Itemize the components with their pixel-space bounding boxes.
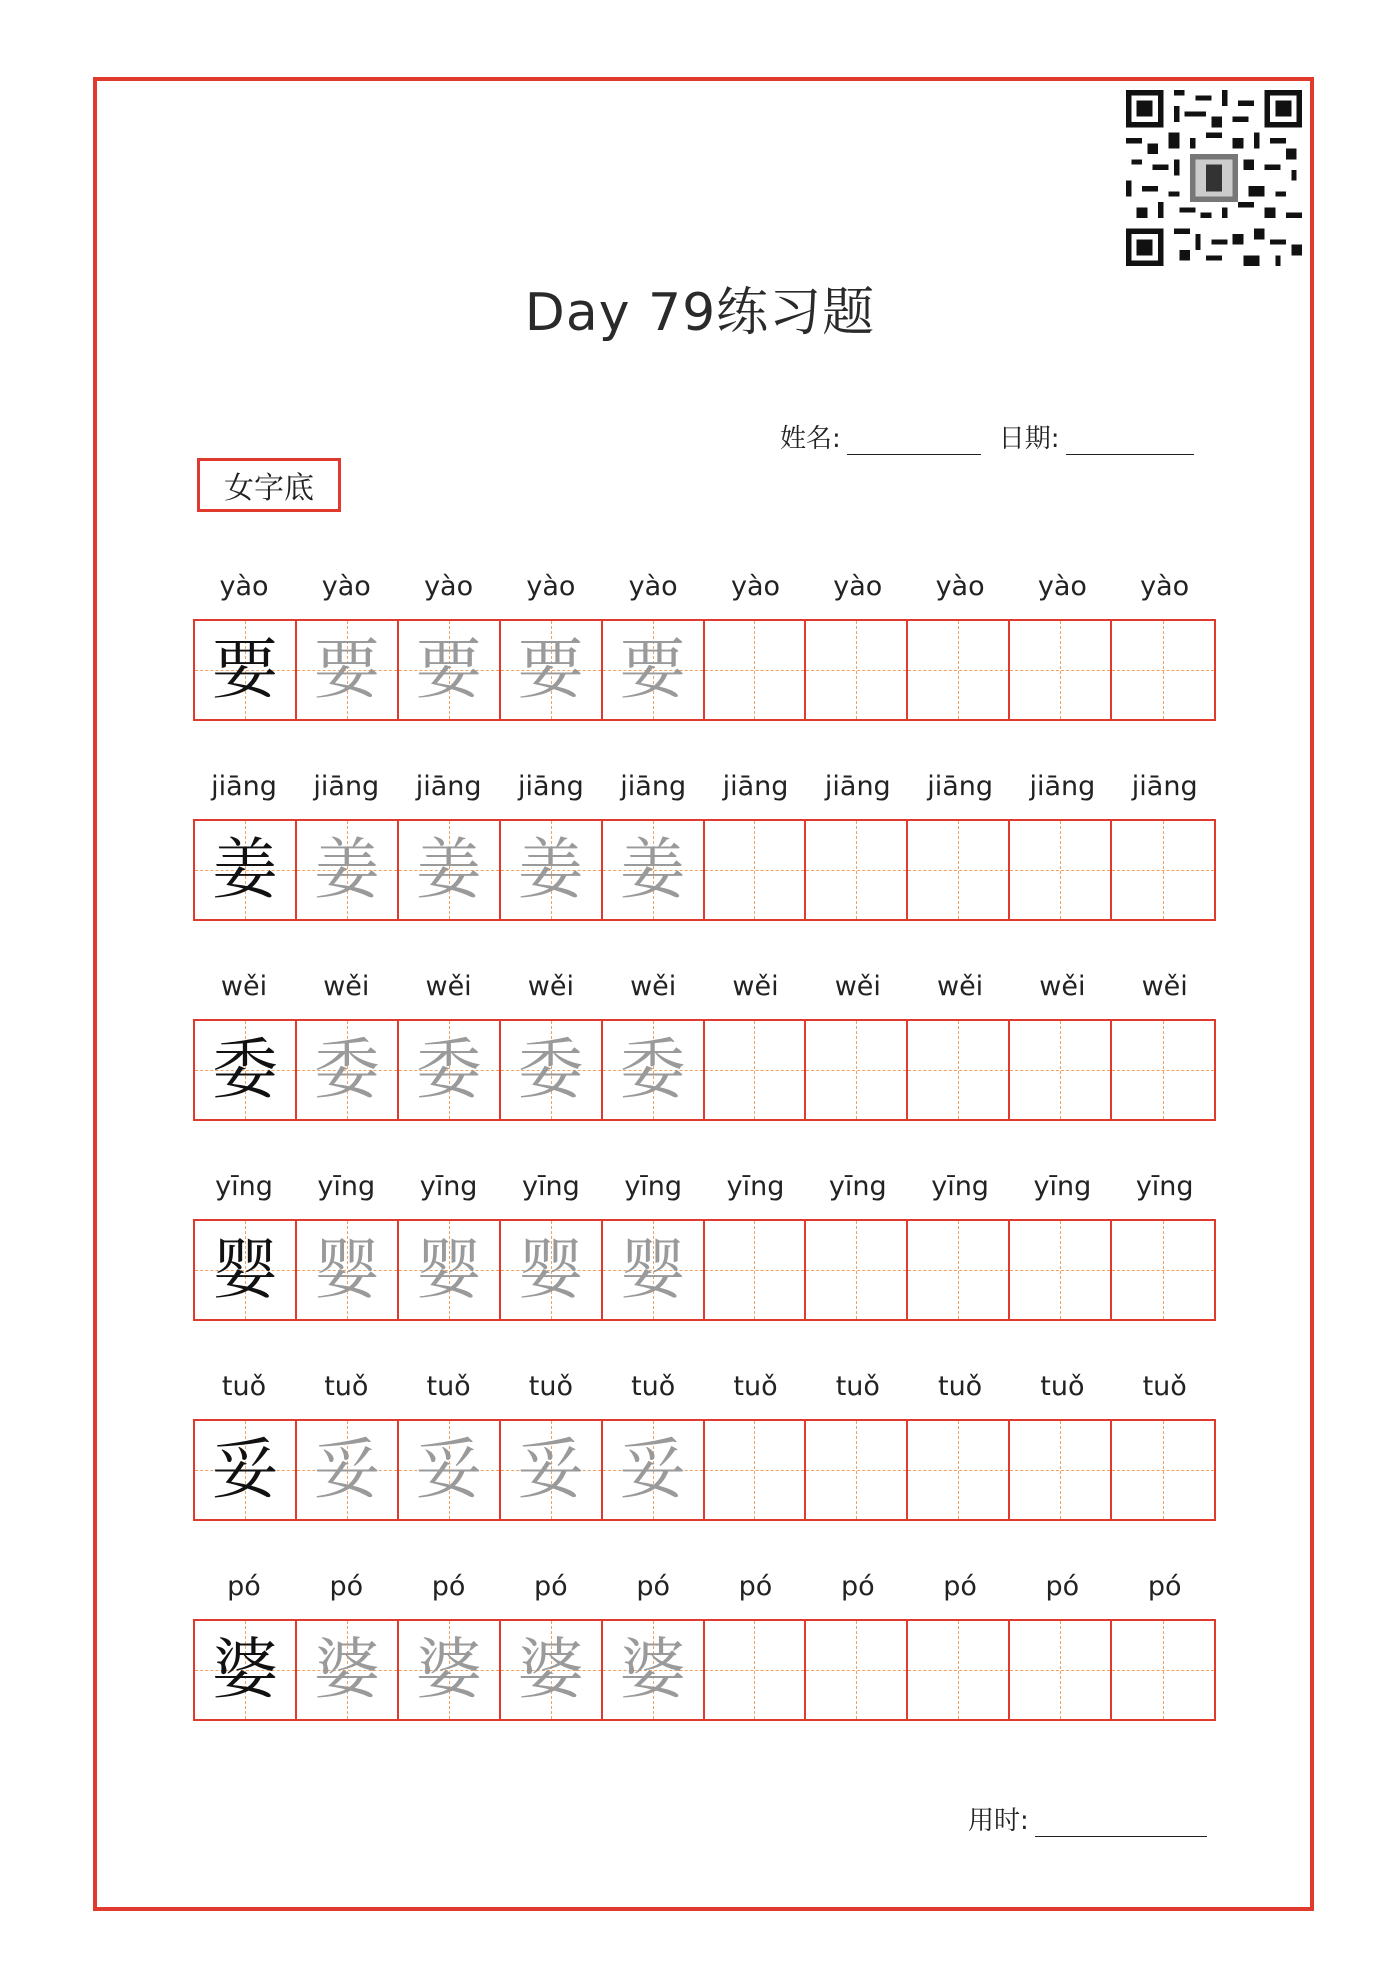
pinyin-row	[193, 1165, 1216, 1215]
pinyin-label: yīng	[726, 1171, 785, 1202]
guide-line-vertical	[856, 621, 857, 719]
writing-cell[interactable]	[195, 1021, 297, 1119]
guide-line-vertical	[754, 1021, 755, 1119]
writing-cell[interactable]	[1112, 821, 1214, 919]
pinyin-label: yīng	[931, 1171, 989, 1202]
pinyin-label: jiāng	[620, 771, 687, 802]
writing-cell[interactable]	[195, 1221, 297, 1319]
pinyin-label: jiāng	[1029, 771, 1096, 802]
pinyin-label: yīng	[522, 1171, 580, 1202]
pinyin-label: jiāng	[313, 771, 380, 802]
trace-character: 委	[313, 1031, 380, 1108]
pinyin-label: tuǒ	[631, 1371, 676, 1402]
tianzige-grid	[193, 1219, 1216, 1321]
pinyin-label: wěi	[220, 971, 268, 1002]
date-label: 日期:	[998, 424, 1060, 454]
writing-cell[interactable]	[501, 1221, 603, 1319]
guide-line-vertical	[1060, 821, 1061, 919]
writing-cell[interactable]	[603, 621, 705, 719]
guide-line-vertical	[1060, 1621, 1061, 1719]
pinyin-label: pó	[840, 1571, 875, 1602]
pinyin-label: wěi	[732, 971, 779, 1002]
pinyin-label: tuǒ	[528, 1371, 573, 1402]
pinyin-label: wěi	[323, 971, 370, 1002]
pinyin-label: yào	[1140, 571, 1190, 602]
model-character: 要	[211, 631, 278, 708]
pinyin-row	[193, 965, 1216, 1015]
guide-line-vertical	[1163, 1621, 1164, 1719]
tianzige-grid	[193, 619, 1216, 721]
writing-cell[interactable]	[603, 1221, 705, 1319]
pinyin-label: pó	[1045, 1571, 1080, 1602]
pinyin-label: jiāng	[415, 771, 482, 802]
trace-character: 要	[517, 631, 584, 708]
pinyin-label: yào	[628, 571, 678, 602]
pinyin-label: wěi	[834, 971, 881, 1002]
writing-cell[interactable]	[705, 821, 807, 919]
writing-cell[interactable]	[1112, 1221, 1214, 1319]
guide-line-vertical	[1060, 1421, 1061, 1519]
trace-character: 妥	[619, 1431, 686, 1508]
writing-cell[interactable]	[806, 1621, 908, 1719]
trace-character: 婆	[619, 1631, 686, 1708]
student-info-line	[780, 418, 1194, 455]
guide-line-vertical	[958, 1421, 959, 1519]
pinyin-label: pó	[534, 1571, 568, 1602]
writing-cell[interactable]	[501, 1421, 603, 1519]
pinyin-label: yīng	[1033, 1171, 1092, 1202]
writing-cell[interactable]	[1010, 1021, 1112, 1119]
writing-cell[interactable]	[705, 1421, 807, 1519]
writing-cell[interactable]	[705, 1021, 807, 1119]
date-field[interactable]	[1066, 426, 1194, 455]
writing-cell[interactable]	[1112, 1421, 1214, 1519]
writing-cell[interactable]	[806, 1221, 908, 1319]
practice-row	[193, 1165, 1216, 1308]
trace-character: 姜	[415, 831, 482, 908]
name-field[interactable]	[847, 426, 981, 455]
guide-line-vertical	[1163, 821, 1164, 919]
writing-cell[interactable]	[297, 821, 399, 919]
writing-cell[interactable]	[806, 621, 908, 719]
guide-line-vertical	[754, 1621, 755, 1719]
writing-cell[interactable]	[1112, 1621, 1214, 1719]
writing-cell[interactable]	[908, 1221, 1010, 1319]
pinyin-label: jiāng	[1131, 771, 1198, 802]
writing-cell[interactable]	[1010, 1621, 1112, 1719]
trace-character: 妥	[415, 1431, 482, 1508]
guide-line-vertical	[958, 821, 959, 919]
writing-cell[interactable]	[399, 621, 501, 719]
writing-cell[interactable]	[399, 1421, 501, 1519]
guide-line-vertical	[1060, 1021, 1061, 1119]
pinyin-label: yīng	[828, 1171, 887, 1202]
page-title: Day 79练习题	[524, 283, 876, 343]
pinyin-label: tuǒ	[221, 1371, 267, 1402]
guide-line-vertical	[754, 621, 755, 719]
pinyin-label: pó	[227, 1571, 261, 1602]
writing-cell[interactable]	[908, 821, 1010, 919]
pinyin-label: yào	[219, 571, 269, 602]
tianzige-grid	[193, 819, 1216, 921]
trace-character: 姜	[619, 831, 686, 908]
writing-cell[interactable]	[908, 621, 1010, 719]
pinyin-row	[193, 1565, 1216, 1615]
pinyin-row	[193, 1365, 1216, 1415]
qr-code-icon	[1126, 90, 1302, 266]
pinyin-label: yào	[833, 571, 883, 602]
guide-line-vertical	[958, 1621, 959, 1719]
pinyin-label: yào	[526, 571, 576, 602]
writing-cell[interactable]	[705, 1221, 807, 1319]
writing-cell[interactable]	[705, 621, 807, 719]
model-character: 委	[211, 1031, 278, 1108]
pinyin-label: wěi	[527, 971, 574, 1002]
practice-row	[193, 965, 1216, 1108]
pinyin-label: jiāng	[722, 771, 789, 802]
tianzige-grid	[193, 1019, 1216, 1121]
pinyin-label: pó	[636, 1571, 671, 1602]
trace-character: 姜	[313, 831, 380, 908]
pinyin-label: jiāng	[211, 771, 277, 802]
guide-line-vertical	[754, 1221, 755, 1319]
writing-cell[interactable]	[195, 821, 297, 919]
writing-cell[interactable]	[1010, 621, 1112, 719]
pinyin-label: pó	[1147, 1571, 1182, 1602]
writing-cell[interactable]	[195, 1621, 297, 1719]
pinyin-label: tuǒ	[426, 1371, 471, 1402]
guide-line-vertical	[1163, 621, 1164, 719]
guide-line-vertical	[856, 1621, 857, 1719]
pinyin-label: wěi	[1141, 971, 1188, 1002]
pinyin-label: yào	[321, 571, 371, 602]
writing-cell[interactable]	[501, 1021, 603, 1119]
trace-character: 委	[517, 1031, 584, 1108]
writing-cell[interactable]	[399, 1621, 501, 1719]
trace-character: 婆	[517, 1631, 584, 1708]
trace-character: 要	[313, 631, 380, 708]
pinyin-label: yào	[424, 571, 474, 602]
guide-line-vertical	[958, 1021, 959, 1119]
writing-cell[interactable]	[806, 1421, 908, 1519]
time-label: 用时:	[968, 1806, 1029, 1836]
pinyin-label: tuǒ	[1142, 1371, 1187, 1402]
pinyin-label: tuǒ	[324, 1371, 369, 1402]
trace-character: 婴	[415, 1231, 482, 1308]
practice-row	[193, 1365, 1216, 1508]
pinyin-label: wěi	[1039, 971, 1086, 1002]
writing-cell[interactable]	[603, 1421, 705, 1519]
pinyin-label: yào	[935, 571, 985, 602]
writing-cell[interactable]	[603, 1621, 705, 1719]
pinyin-label: tuǒ	[937, 1371, 983, 1402]
pinyin-label: pó	[943, 1571, 977, 1602]
writing-cell[interactable]	[297, 621, 399, 719]
pinyin-label: pó	[431, 1571, 466, 1602]
writing-cell[interactable]	[501, 621, 603, 719]
guide-line-vertical	[958, 621, 959, 719]
trace-character: 要	[415, 631, 482, 708]
guide-line-vertical	[856, 821, 857, 919]
pinyin-label: yào	[730, 571, 781, 602]
practice-row	[193, 1565, 1216, 1708]
time-line	[968, 1800, 1207, 1837]
trace-character: 姜	[517, 831, 584, 908]
guide-line-vertical	[856, 1421, 857, 1519]
writing-cell[interactable]	[1010, 821, 1112, 919]
writing-cell[interactable]	[908, 1021, 1010, 1119]
writing-cell[interactable]	[501, 1621, 603, 1719]
guide-line-vertical	[1163, 1421, 1164, 1519]
pinyin-row	[193, 565, 1216, 615]
time-field[interactable]	[1035, 1808, 1207, 1837]
guide-line-vertical	[958, 1221, 959, 1319]
writing-cell[interactable]	[297, 1621, 399, 1719]
pinyin-label: yīng	[1135, 1171, 1194, 1202]
writing-cell[interactable]	[399, 1021, 501, 1119]
writing-cell[interactable]	[195, 621, 297, 719]
pinyin-label: jiāng	[517, 771, 584, 802]
trace-character: 委	[415, 1031, 482, 1108]
writing-cell[interactable]	[705, 1621, 807, 1719]
writing-cell[interactable]	[603, 1021, 705, 1119]
writing-cell[interactable]	[1010, 1221, 1112, 1319]
pinyin-label: yīng	[419, 1171, 478, 1202]
tianzige-grid	[193, 1619, 1216, 1721]
guide-line-vertical	[1060, 621, 1061, 719]
guide-line-vertical	[1163, 1021, 1164, 1119]
trace-character: 妥	[313, 1431, 380, 1508]
pinyin-label: tuǒ	[835, 1371, 880, 1402]
trace-character: 要	[619, 631, 686, 708]
writing-cell[interactable]	[297, 1021, 399, 1119]
writing-cell[interactable]	[195, 1421, 297, 1519]
model-character: 婴	[211, 1231, 278, 1308]
trace-character: 婴	[313, 1231, 380, 1308]
writing-cell[interactable]	[297, 1421, 399, 1519]
writing-cell[interactable]	[1112, 621, 1214, 719]
guide-line-vertical	[856, 1221, 857, 1319]
pinyin-label: pó	[329, 1571, 364, 1602]
writing-cell[interactable]	[908, 1621, 1010, 1719]
guide-line-vertical	[1163, 1221, 1164, 1319]
trace-character: 婆	[313, 1631, 380, 1708]
pinyin-label: yīng	[624, 1171, 683, 1202]
pinyin-label: jiāng	[824, 771, 891, 802]
model-character: 姜	[211, 831, 278, 908]
pinyin-label: tuǒ	[733, 1371, 778, 1402]
practice-row	[193, 765, 1216, 908]
guide-line-vertical	[754, 1421, 755, 1519]
model-character: 妥	[211, 1431, 278, 1508]
model-character: 婆	[211, 1631, 278, 1708]
trace-character: 婆	[415, 1631, 482, 1708]
trace-character: 婴	[517, 1231, 584, 1308]
pinyin-label: jiāng	[927, 771, 993, 802]
practice-row	[193, 565, 1216, 708]
trace-character: 婴	[619, 1231, 686, 1308]
guide-line-vertical	[754, 821, 755, 919]
writing-cell[interactable]	[1010, 1421, 1112, 1519]
writing-cell[interactable]	[1112, 1021, 1214, 1119]
writing-cell[interactable]	[399, 1221, 501, 1319]
pinyin-label: wěi	[630, 971, 677, 1002]
pinyin-label: wěi	[425, 971, 472, 1002]
pinyin-label: yào	[1037, 571, 1087, 602]
writing-cell[interactable]	[806, 821, 908, 919]
trace-character: 委	[619, 1031, 686, 1108]
writing-cell[interactable]	[297, 1221, 399, 1319]
trace-character: 妥	[517, 1431, 584, 1508]
pinyin-label: pó	[738, 1571, 773, 1602]
pinyin-row	[193, 765, 1216, 815]
guide-line-vertical	[856, 1021, 857, 1119]
tianzige-grid	[193, 1419, 1216, 1521]
pinyin-label: yīng	[317, 1171, 376, 1202]
writing-cell[interactable]	[908, 1421, 1010, 1519]
writing-cell[interactable]	[603, 821, 705, 919]
writing-cell[interactable]	[399, 821, 501, 919]
pinyin-label: yīng	[215, 1171, 273, 1202]
writing-cell[interactable]	[501, 821, 603, 919]
pinyin-label: wěi	[936, 971, 984, 1002]
section-tag: 女字底	[197, 458, 341, 512]
writing-cell[interactable]	[806, 1021, 908, 1119]
pinyin-label: tuǒ	[1040, 1371, 1085, 1402]
guide-line-vertical	[1060, 1221, 1061, 1319]
name-label: 姓名:	[780, 424, 841, 454]
